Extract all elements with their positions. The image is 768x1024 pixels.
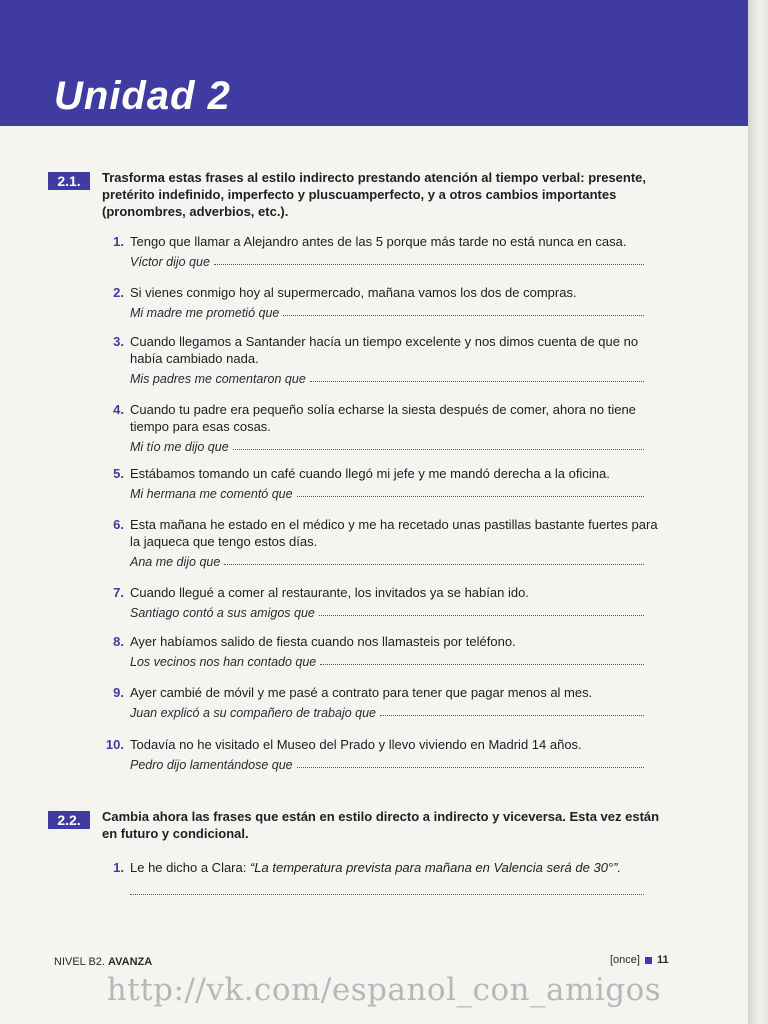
answer-field[interactable] <box>130 483 668 501</box>
answer-field[interactable] <box>130 551 668 569</box>
dotted-answer-line <box>310 377 644 382</box>
item-sentence-prefix: Le he dicho a Clara: <box>130 860 250 875</box>
dotted-answer-line <box>224 560 644 565</box>
answer-lead-in: Los vecinos nos han contado que <box>130 655 317 669</box>
item-number: 5. <box>113 466 124 481</box>
item-sentence: Ayer habíamos salido de fiesta cuando nos llamasteis por teléfono. <box>130 634 516 649</box>
answer-lead-in: Mi hermana me comentó que <box>130 487 293 501</box>
page-number-word: [once] <box>610 954 640 966</box>
answer-field[interactable] <box>130 602 668 620</box>
exercise-number-badge: 2.2. <box>48 811 90 829</box>
answer-lead-in: Pedro dijo lamentándose que <box>130 758 293 772</box>
answer-lead-in: Juan explicó a su compañero de trabajo que <box>130 706 376 720</box>
page-number: 11 <box>656 954 669 966</box>
item-number: 1. <box>113 860 124 875</box>
dotted-answer-line <box>283 311 644 316</box>
square-bullet-icon <box>645 957 652 964</box>
item-number: 7. <box>113 585 124 600</box>
item-sentence: Estábamos tomando un café cuando llegó mi jefe y me mandó derecha a la oficina. <box>130 466 610 481</box>
footer-level <box>54 956 152 968</box>
dotted-answer-line <box>320 660 644 665</box>
item-number: 9. <box>113 685 124 700</box>
dotted-answer-line <box>380 711 644 716</box>
unit-title: Unidad 2 <box>54 74 231 118</box>
unit-header-band <box>0 0 748 126</box>
answer-lead-in: Mi madre me prometió que <box>130 306 280 320</box>
dotted-answer-line <box>214 260 644 265</box>
item-sentence <box>130 859 668 876</box>
answer-field[interactable] <box>130 702 668 720</box>
answer-field[interactable] <box>130 436 668 454</box>
item-sentence: Tengo que llamar a Alejandro antes de las 5 porque más tarde no está nunca en casa. <box>130 234 627 249</box>
item-sentence: Ayer cambié de móvil y me pasé a contrato para tener que pagar menos al mes. <box>130 685 593 700</box>
item-number: 3. <box>113 334 124 349</box>
item-sentence: Esta mañana he estado en el médico y me ha recetado unas pastillas bastante fuertes para la jaqueca que tengo estos días. <box>130 517 658 549</box>
item-number: 4. <box>113 402 124 417</box>
item-sentence: Si vienes conmigo hoy al supermercado, mañana vamos los dos de compras. <box>130 285 577 300</box>
answer-lead-in: Ana me dijo que <box>130 555 221 569</box>
item-number: 10. <box>105 737 124 752</box>
watermark-url: http://vk.com/espanol_con_amigos <box>106 972 662 1008</box>
dotted-answer-line <box>297 492 644 497</box>
answer-field[interactable] <box>130 651 668 669</box>
item-number: 6. <box>113 517 124 532</box>
item-sentence: Cuando llegamos a Santander hacía un tiempo excelente y nos dimos cuenta de que no había cambiado nada. <box>130 334 639 366</box>
answer-lead-in: Santiago contó a sus amigos que <box>130 606 315 620</box>
item-sentence: Cuando llegué a comer al restaurante, los invitados ya se habían ido. <box>130 585 529 600</box>
dotted-answer-line <box>297 763 644 768</box>
dotted-answer-line <box>319 611 644 616</box>
exercise-instruction: Cambia ahora las frases que están en estilo directo a indirecto y viceversa. Esta vez están en futuro y condicional. <box>102 809 660 841</box>
item-number: 2. <box>113 285 124 300</box>
answer-field[interactable] <box>130 302 668 320</box>
dotted-answer-line <box>233 445 644 450</box>
item-number: 1. <box>113 234 124 249</box>
item-sentence: Cuando tu padre era pequeño solía echarse la siesta después de comer, ahora no tiene tiempo para esas cosas. <box>130 402 636 434</box>
item-sentence-quote: “La temperatura prevista para mañana en Valencia será de 30°”. <box>249 860 622 875</box>
page-number-block <box>610 954 690 966</box>
exercise-number-badge: 2.1. <box>48 172 90 190</box>
exercise-instruction: Trasforma estas frases al estilo indirecto prestando atención al tiempo verbal: presente, pretérito indefinido, imperfecto y pluscuamperfecto, y a otros cambios importantes (pronombres, adverbios, etc.). <box>102 170 647 219</box>
item-sentence: Todavía no he visitado el Museo del Prado y llevo viviendo en Madrid 14 años. <box>130 737 582 752</box>
answer-lead-in: Víctor dijo que <box>130 255 210 269</box>
item-number: 8. <box>113 634 124 649</box>
answer-lead-in: Mis padres me comentaron que <box>130 372 306 386</box>
answer-field[interactable] <box>130 251 668 269</box>
answer-lead-in: Mi tío me dijo que <box>130 440 229 454</box>
book-spine-shadow <box>748 0 768 1024</box>
answer-field[interactable] <box>130 754 668 772</box>
footer-series-title: AVANZA <box>108 956 153 968</box>
dotted-answer-line[interactable] <box>130 880 644 895</box>
answer-field[interactable] <box>130 368 668 386</box>
footer-level-label: NIVEL B2. <box>54 956 105 968</box>
